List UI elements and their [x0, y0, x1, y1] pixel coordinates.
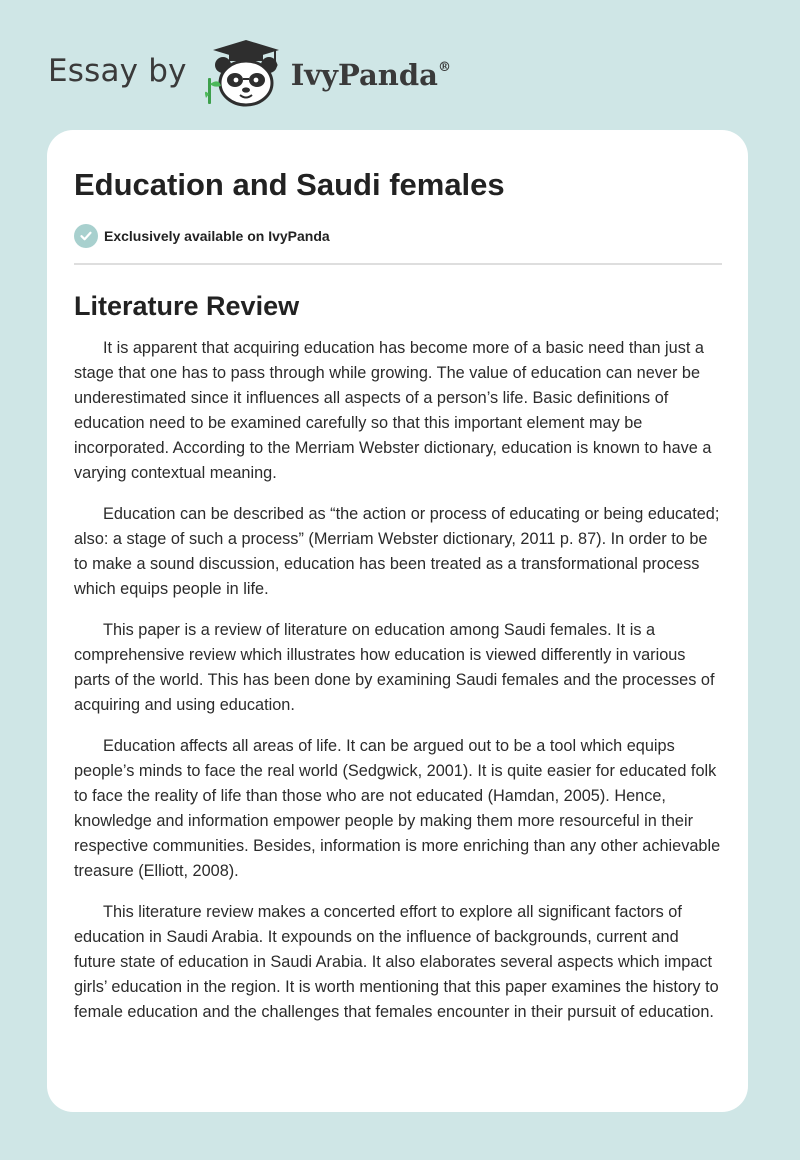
article-body [74, 336, 722, 1025]
exclusive-badge [74, 224, 722, 248]
section-title: Literature Review [74, 291, 300, 321]
paragraph: It is apparent that acquiring education has become more of a basic need than just a stage that one has to pass through while growing. The value of education can never be underestimated since it influences all aspects of a person’s life. Basic definitions of education need to be examined carefully so that this important element may be incorporated. According to the Merriam Webster dictionary, education is known to have a varying contextual meaning. [74, 339, 712, 482]
paragraph: This paper is a review of literature on education among Saudi females. It is a comprehensive review which illustrates how education is viewed differently in various parts of the world. This has been done by examining Saudi females and the processes of acquiring and using education. [74, 621, 715, 714]
paragraph: Education can be described as “the action or process of educating or being educated; also: a stage of such a process” (Merriam Webster dictionary, 2011 p. 87). In order to be to make a sound discussion, education has been treated as a transformational process which equips people in life. [74, 505, 720, 598]
paragraph: Education affects all areas of life. It can be argued out to be a tool which equips people’s minds to face the real world (Sedgwick, 2001). It is quite easier for educated folk to face the reality of life than those who are not educated (Hamdan, 2005). Hence, knowledge and information empower people by making them more resourceful in their respective communities. Besides, information is more enriching than any other achievable treasure (Elliott, 2008). [74, 737, 721, 880]
divider [74, 263, 722, 265]
check-circle-icon [74, 224, 98, 248]
page-title: Education and Saudi females [74, 167, 505, 202]
exclusive-badge-text: Exclusively available on IvyPanda [104, 228, 330, 244]
panda-logo-icon [203, 38, 289, 108]
paragraph: This literature review makes a concerted effort to explore all significant factors of education in Saudi Arabia. It expounds on the influence of backgrounds, current and future state of education in Saudi Arabia. It also elaborates several aspects which impact girls’ education in the region. It is worth mentioning that this paper examines the history to female education and the challenges that females encounter in their pursuit of education. [74, 903, 719, 1021]
brand-prefix: Essay by [48, 53, 187, 89]
essay-card [47, 130, 748, 1112]
brand-name: IvyPanda® [290, 58, 451, 92]
registered-mark: ® [437, 60, 451, 75]
brand-header[interactable] [48, 38, 451, 108]
